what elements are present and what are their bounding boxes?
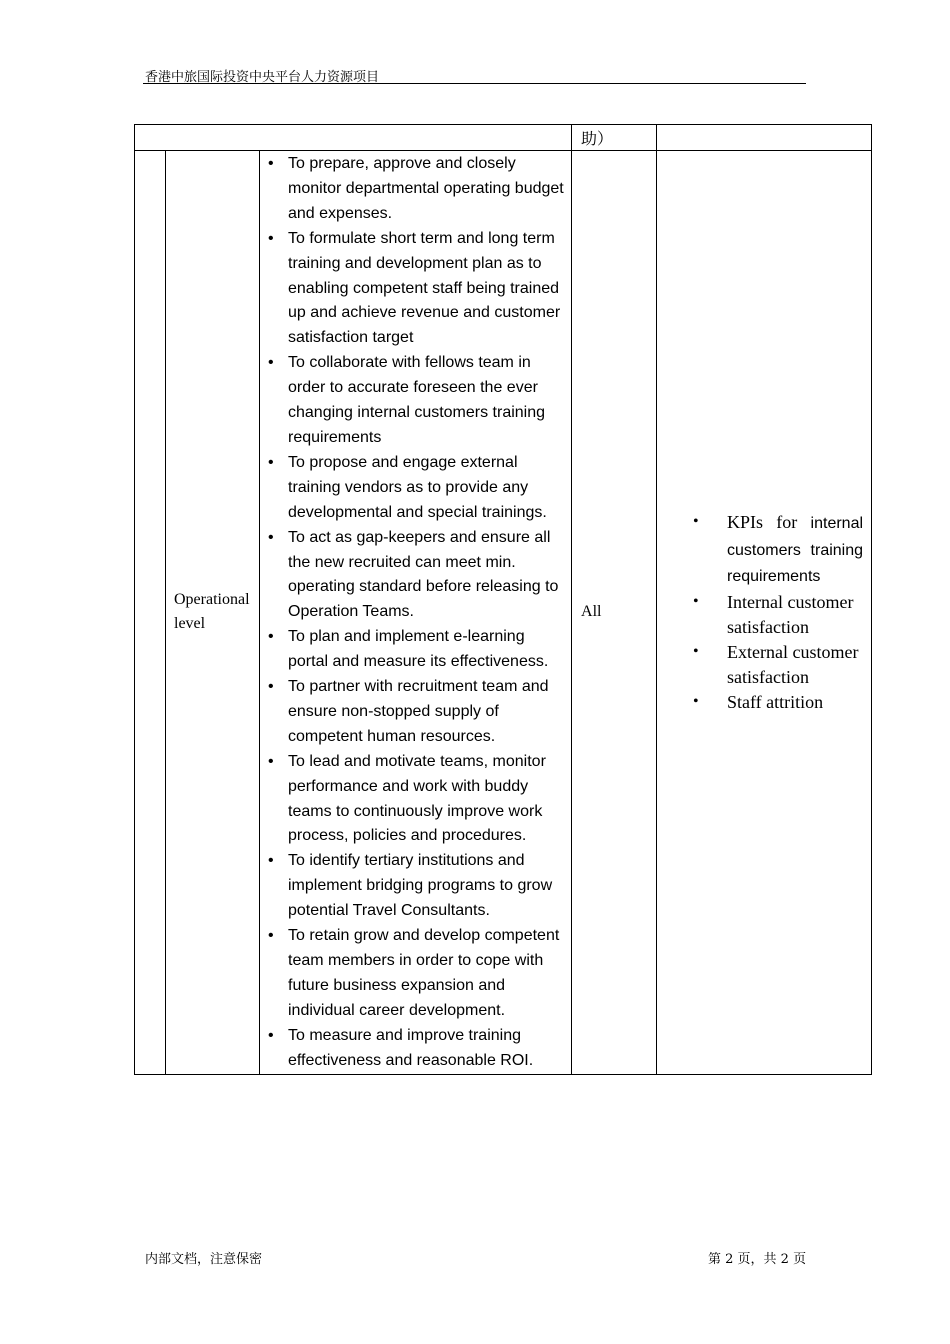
- table-row-operational: [135, 151, 872, 1075]
- kpi-item-serif-text: KPIs for: [727, 511, 798, 532]
- continuation-cell: 助）: [572, 125, 657, 151]
- duty-item: • To identify tertiary institutions and implement bridging programs to grow potential Travel Consultants.: [288, 849, 565, 924]
- kpi-list: [657, 510, 871, 715]
- duty-item: • To act as gap-keepers and ensure all the new recruited can meet min. operating standard before releasing to Operation Teams.: [288, 526, 565, 626]
- duty-item: • To collaborate with fellows team in order to accurate foreseen the ever changing internal customers training requirements: [288, 351, 565, 451]
- duty-item: • To lead and motivate teams, monitor performance and work with buddy teams to continuously improve work process, policies and procedures.: [288, 750, 565, 850]
- scope-cell: All: [572, 151, 657, 1075]
- duty-item: • To prepare, approve and closely monitor departmental operating budget and expenses.: [288, 152, 565, 227]
- duties-cell: [260, 151, 572, 1075]
- duties-list: [260, 151, 571, 1074]
- kpi-item: • Internal customer satisfaction: [727, 590, 863, 640]
- kpi-item-sans-text: internal customers training requirements: [727, 514, 864, 586]
- header-rule: [143, 83, 806, 84]
- page-header-title: 香港中旅国际投资中央平台人力资源项目: [145, 70, 380, 85]
- table-row-continuation: [135, 125, 872, 151]
- duty-item: • To measure and improve training effectiveness and reasonable ROI.: [288, 1024, 565, 1074]
- duty-item: • To propose and engage external training vendors as to provide any developmental and special trainings.: [288, 451, 565, 526]
- kpi-item: • Staff attrition: [727, 690, 863, 715]
- footer-confidential-note: 内部文档，注意保密: [145, 1252, 263, 1267]
- duty-item: • To retain grow and develop competent team members in order to cope with future business expansion and individual career development.: [288, 924, 565, 1024]
- level-cell: Operational level: [166, 151, 260, 1075]
- kpi-item: [727, 510, 863, 591]
- continuation-empty-cell: [135, 125, 572, 151]
- duty-item: • To partner with recruitment team and ensure non-stopped supply of competent human resources.: [288, 675, 565, 750]
- index-cell: [135, 151, 166, 1075]
- kpi-table: [134, 124, 872, 1075]
- duty-item: • To plan and implement e-learning portal and measure its effectiveness.: [288, 625, 565, 675]
- footer-page-number: 第 2 页，共 2 页: [708, 1252, 807, 1267]
- kpi-item: • External customer satisfaction: [727, 640, 863, 690]
- continuation-empty-kpi-cell: [657, 125, 872, 151]
- kpi-cell: [657, 151, 872, 1075]
- duty-item: • To formulate short term and long term training and development plan as to enabling competent staff being trained up and achieve revenue and customer satisfaction target: [288, 227, 565, 352]
